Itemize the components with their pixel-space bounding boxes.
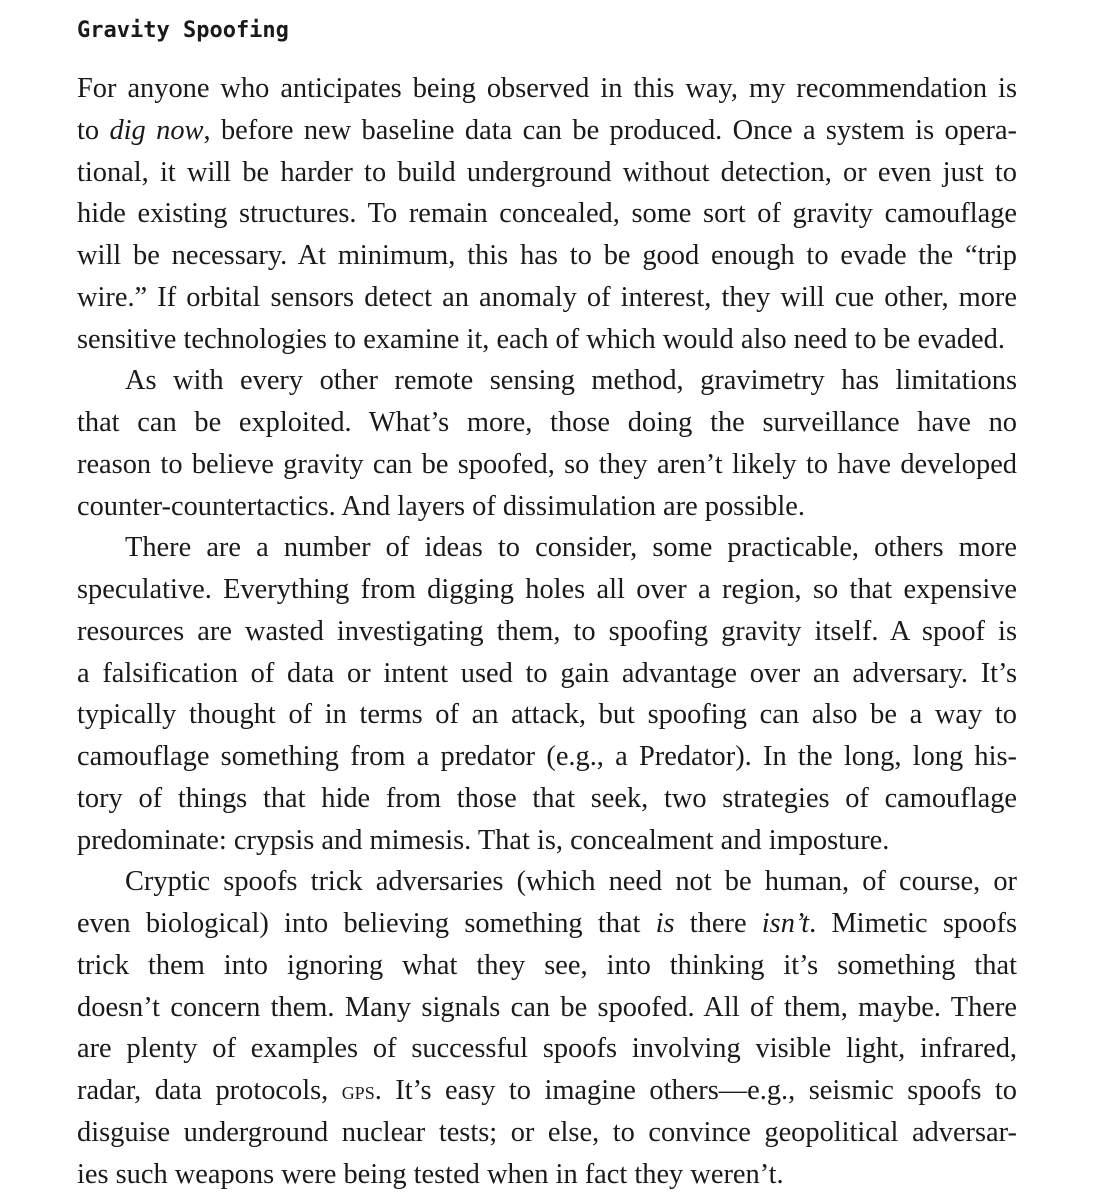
text-line: predominate: crypsis and mimesis. That is, concealment and imposture. xyxy=(77,824,890,856)
text-line: tional, it will be harder to build underground without detection, or even just to xyxy=(77,156,1017,188)
paragraph xyxy=(77,360,1017,527)
text-line: sensitive technologies to examine it, each of which would also need to be evaded. xyxy=(77,323,1005,355)
text-line: speculative. Everything from digging holes all over a region, so that expensive xyxy=(77,574,1017,605)
text-line: wire.” If orbital sensors detect an anomaly of interest, they will cue other, more xyxy=(77,281,1017,313)
small-caps: gps xyxy=(341,1076,375,1105)
text-line: radar, data protocols, gps. It’s easy to imagine others—e.g., seismic spoofs to xyxy=(77,1075,1017,1106)
emphasis: isn’t xyxy=(761,908,810,939)
emphasis: dig now xyxy=(109,114,204,146)
text-line: to dig now, before new baseline data can be produced. Once a system is opera- xyxy=(77,114,1017,146)
text-line: There are a number of ideas to consider, some practicable, others more xyxy=(125,532,1017,564)
text-line: a falsification of data or intent used to gain advantage over an adversary. It’s xyxy=(77,657,1017,689)
text-line: For anyone who anticipates being observed in this way, my recommendation is xyxy=(77,73,1017,104)
emphasis: is xyxy=(655,908,675,939)
text-line: doesn’t concern them. Many signals can be spoofed. All of them, maybe. There xyxy=(77,991,1017,1023)
text-line: ies such weapons were being tested when in fact they weren’t. xyxy=(77,1158,784,1190)
text-line: trick them into ignoring what they see, into thinking it’s something that xyxy=(77,949,1017,981)
paragraph xyxy=(77,527,1017,861)
text-line: will be necessary. At minimum, this has to be good enough to evade the “trip xyxy=(77,240,1017,271)
text-line: Cryptic spoofs trick adversaries (which need not be human, of course, or xyxy=(125,866,1017,898)
text-line: tory of things that hide from those that seek, two strategies of camouflage xyxy=(77,782,1017,814)
text-line: even biological) into believing something that is there isn’t. Mimetic spoofs xyxy=(77,908,1017,939)
text-line: reason to believe gravity can be spoofed, so they aren’t likely to have developed xyxy=(77,448,1017,480)
text-line: As with every other remote sensing method, gravimetry has limitations xyxy=(125,365,1017,397)
text-line: typically thought of in terms of an attack, but spoofing can also be a way to xyxy=(77,699,1017,731)
text-line: disguise underground nuclear tests; or else, to convince geopolitical adversar- xyxy=(77,1116,1017,1148)
text-line: hide existing structures. To remain concealed, some sort of gravity camouflage xyxy=(77,198,1017,230)
text-line: camouflage something from a predator (e.g., a Predator). In the long, long his- xyxy=(77,741,1017,772)
text-line: resources are wasted investigating them, to spoofing gravity itself. A spoof is xyxy=(77,615,1017,647)
paragraph xyxy=(77,861,1017,1195)
body-text xyxy=(77,68,1017,1195)
text-line: counter-countertactics. And layers of dissimulation are possible. xyxy=(77,490,805,522)
text-line: that can be exploited. What’s more, those doing the surveillance have no xyxy=(77,407,1017,438)
section-heading: Gravity Spoofing xyxy=(77,18,289,43)
paragraph xyxy=(77,68,1017,360)
text-line: are plenty of examples of successful spoofs involving visible light, infrared, xyxy=(77,1033,1017,1065)
